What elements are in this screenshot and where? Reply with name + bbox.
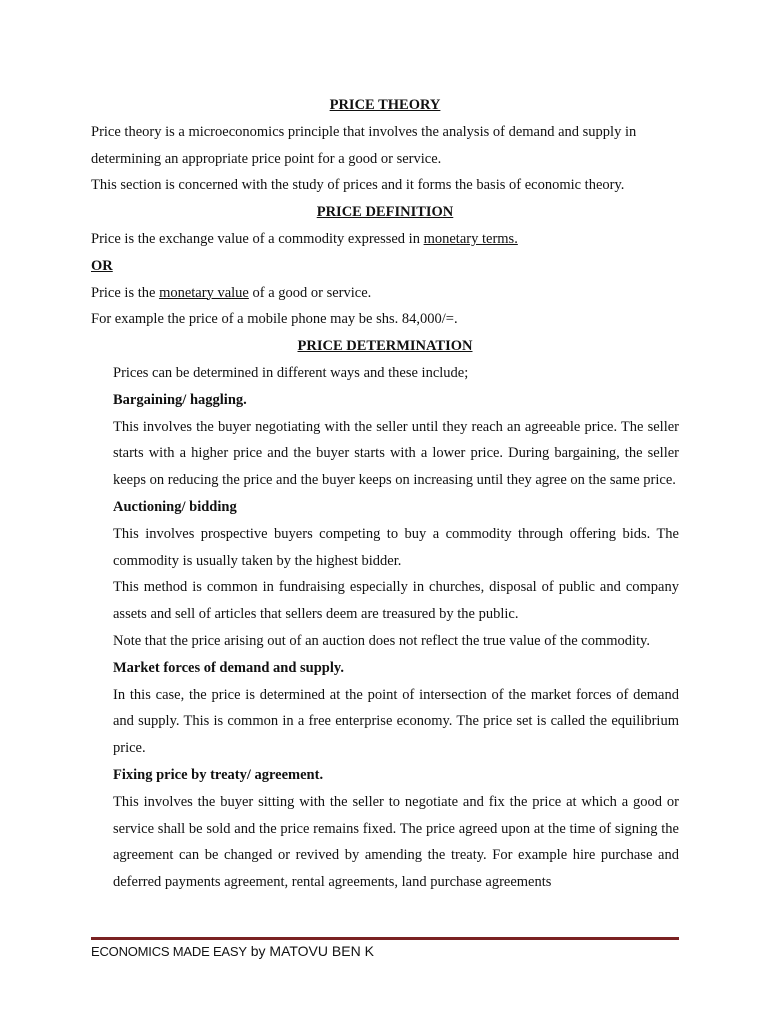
determination-intro: Prices can be determined in different ways and these include; [113, 364, 469, 381]
footer-brand: ECONOMICS MADE EASY [91, 944, 247, 959]
definition-example: For example the price of a mobile phone may be shs. 84,000/=. [91, 311, 458, 328]
heading-price-theory: PRICE THEORY [329, 97, 441, 113]
definition-line-1 [91, 226, 679, 253]
definition-2-post: of a good or service. [248, 284, 372, 301]
definition-2-pre: Price is the [91, 284, 160, 301]
footer-divider [91, 937, 679, 940]
theory-line-3: This section is concerned with the study of prices and it forms the basis of economic theory. [91, 177, 625, 194]
market-forces-heading: Market forces of demand and supply. [113, 659, 344, 676]
auction-paragraph-1: This involves prospective buyers competing to buy a commodity through offering bids. The commodity is usually taken by the highest bidder. [113, 525, 679, 569]
monetary-terms-text: monetary terms. [423, 230, 518, 247]
treaty-paragraph: This involves the buyer sitting with the seller to negotiate and fix the price at which a good or service shall be sold and the price remains fixed. The price agreed upon at the time of signing the agreement can be changed or revived by amending the treaty. For example hire purchase and deferred payments agreement, rental agreements, land purchase agreements [113, 793, 679, 891]
auction-heading: Auctioning/ bidding [113, 498, 237, 515]
auction-note: Note that the price arising out of an auction does not reflect the true value of the commodity. [113, 632, 650, 649]
definition-line-2 [91, 280, 679, 307]
bargaining-heading: Bargaining/ haggling. [113, 391, 247, 408]
page-footer [91, 943, 374, 961]
heading-price-determination: PRICE DETERMINATION [297, 338, 473, 355]
theory-line-2: determining an appropriate price point for a good or service. [91, 150, 442, 167]
auction-paragraph-2: This method is common in fundraising especially in churches, disposal of public and company assets and sell of articles that sellers deem are treasured by the public. [113, 579, 679, 623]
bargaining-paragraph: This involves the buyer negotiating with the seller until they reach an agreeable price. The seller starts with a higher price and the buyer starts with a lower price. During bargaining, the seller keeps on reducing the price and the buyer keeps on increasing until they agree on the same price. [113, 418, 679, 489]
theory-line-1: Price theory is a microeconomics principle that involves the analysis of demand and supply in [91, 123, 637, 140]
footer-author: by MATOVU BEN K [246, 943, 374, 959]
heading-price-definition: PRICE DEFINITION [316, 204, 454, 221]
treaty-heading: Fixing price by treaty/ agreement. [113, 766, 324, 783]
or-label: OR [91, 257, 113, 274]
market-forces-paragraph: In this case, the price is determined at the point of intersection of the market forces of demand and supply. This is common in a free enterprise economy. The price set is called the equilibrium price. [113, 686, 679, 757]
definition-1-text: Price is the exchange value of a commodity expressed in [91, 230, 424, 247]
page-content [91, 92, 679, 896]
monetary-value-text: monetary value [159, 284, 249, 301]
